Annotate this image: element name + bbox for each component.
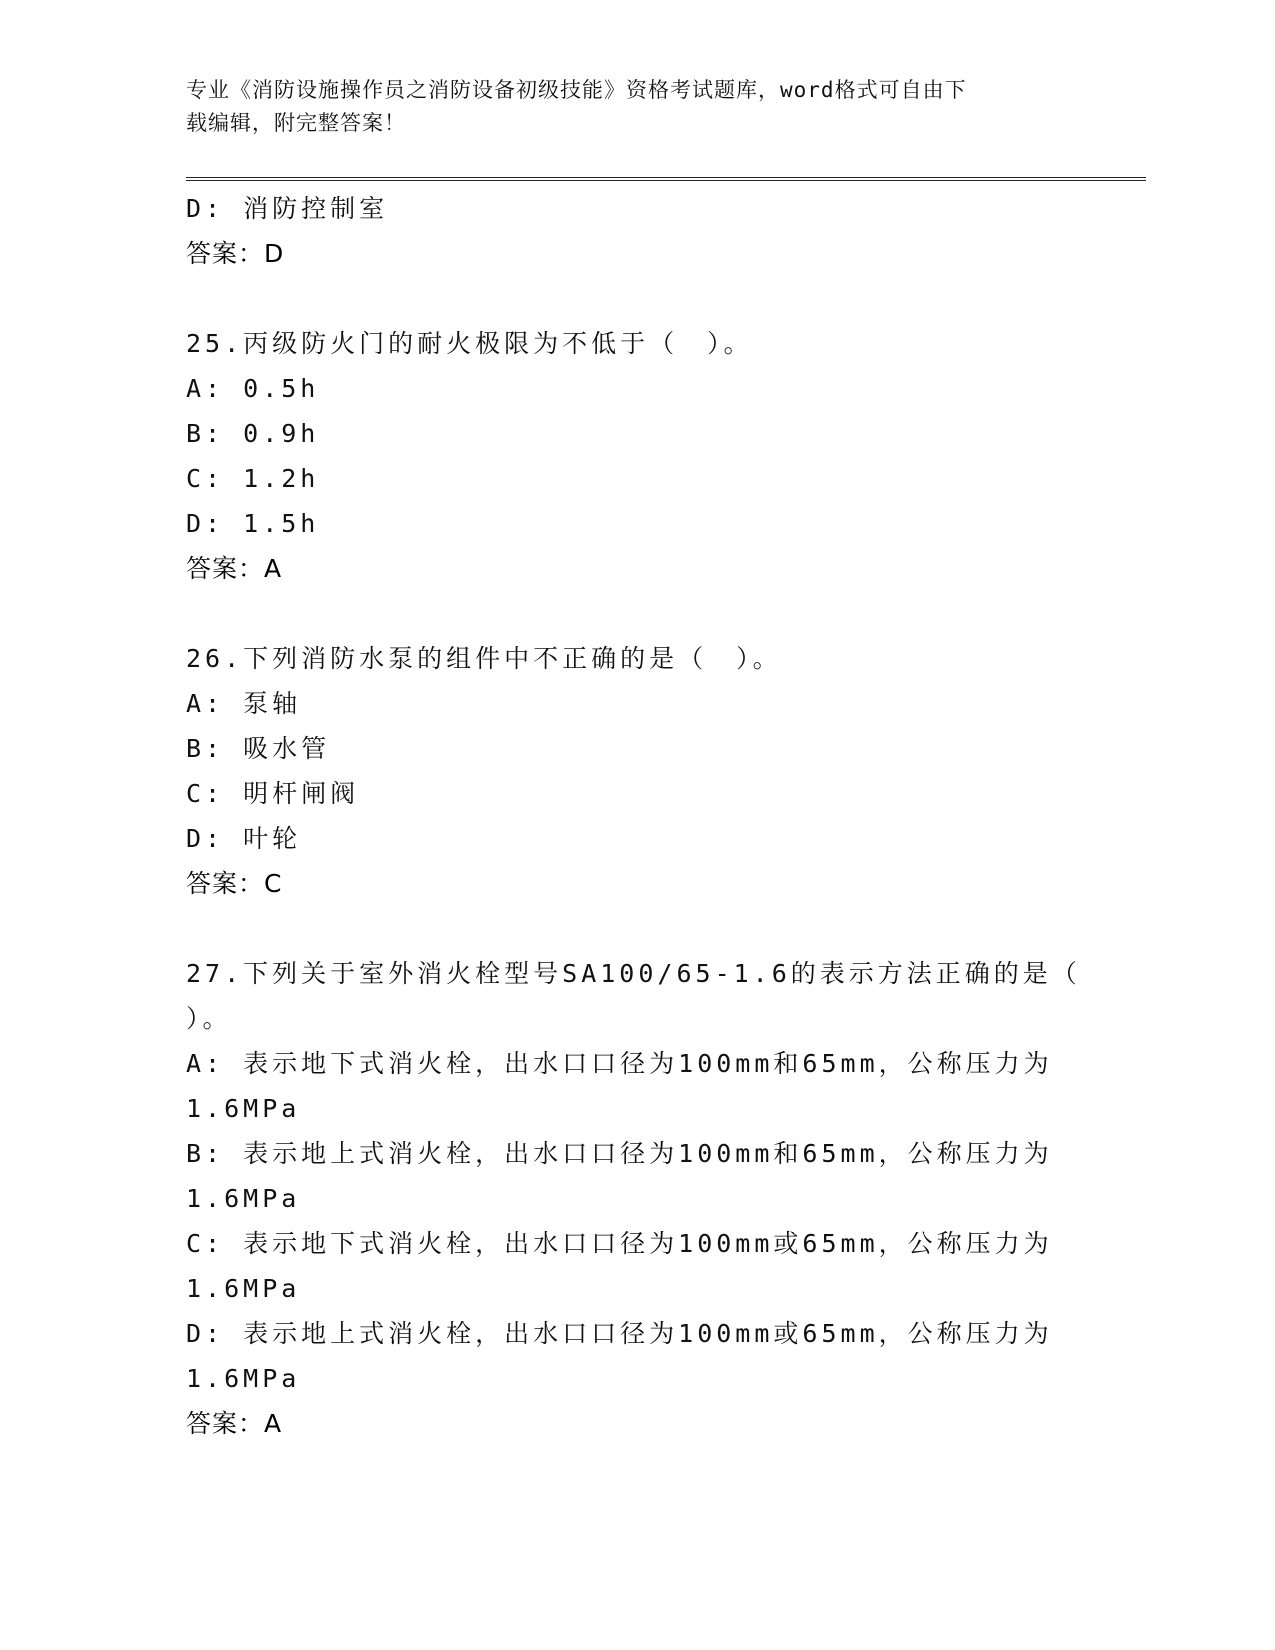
option-d: D: 叶轮 [186, 824, 302, 853]
option-b: B: 0.9h [186, 419, 320, 448]
option-d: D: 表示地上式消火栓，出水口口径为100mm或65mm，公称压力为 [186, 1319, 1053, 1348]
option-b-continuation: 1.6MPa [186, 1184, 301, 1213]
option-a: A: 0.5h [186, 374, 320, 403]
header-line-1: 专业《消防设施操作员之消防设备初级技能》资格考试题库，word格式可自由下 [186, 78, 967, 102]
option-a-continuation: 1.6MPa [186, 1094, 301, 1123]
option-a: A: 表示地下式消火栓，出水口口径为100mm和65mm，公称压力为 [186, 1049, 1053, 1078]
option-b: B: 表示地上式消火栓，出水口口径为100mm和65mm，公称压力为 [186, 1139, 1053, 1168]
answer-line: 答案：C [186, 869, 283, 898]
answer-line: 答案：A [186, 554, 283, 583]
question-stem-line-1: 27.下列关于室外消火栓型号SA100/65-1.6的表示方法正确的是（ [186, 959, 1081, 988]
option-d-continuation: 1.6MPa [186, 1364, 301, 1393]
option-a: A: 泵轴 [186, 689, 302, 718]
option-b: B: 吸水管 [186, 734, 331, 763]
question-27 [186, 951, 1081, 1446]
spacer [186, 276, 1066, 321]
option-d: D: 1.5h [186, 509, 320, 538]
question-stem-line-2: ）。 [186, 1004, 232, 1033]
option-c: C: 表示地下式消火栓，出水口口径为100mm或65mm，公称压力为 [186, 1229, 1053, 1258]
option-c: C: 1.2h [186, 464, 320, 493]
question-26 [186, 636, 1066, 906]
spacer [186, 906, 1066, 951]
header-line-2: 载编辑，附完整答案！ [186, 111, 406, 135]
document-header [186, 74, 1066, 140]
spacer [186, 591, 1066, 636]
question-25 [186, 321, 1066, 591]
previous-question-tail [186, 186, 1066, 276]
answer-line: 答案：D [186, 239, 285, 268]
header-divider [186, 177, 1146, 181]
option-d: D: 消防控制室 [186, 194, 389, 223]
question-stem: 25.丙级防火门的耐火极限为不低于（ ）。 [186, 329, 753, 358]
option-c: C: 明杆闸阀 [186, 779, 360, 808]
option-c-continuation: 1.6MPa [186, 1274, 301, 1303]
question-list [186, 186, 1081, 1446]
question-stem: 26.下列消防水泵的组件中不正确的是（ ）。 [186, 644, 782, 673]
answer-line: 答案：A [186, 1409, 283, 1438]
